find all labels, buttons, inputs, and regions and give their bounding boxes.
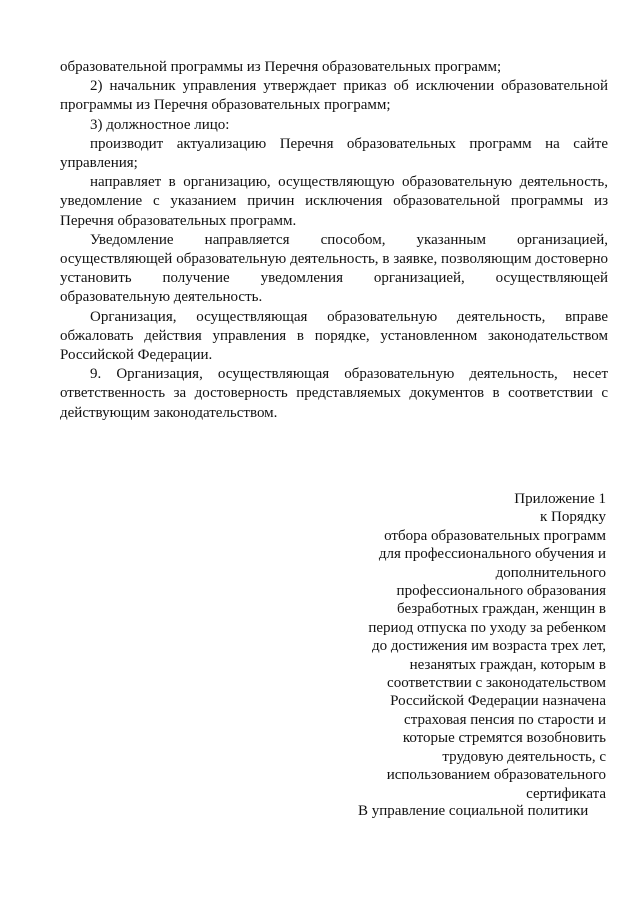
appendix-line: страховая пенсия по старости и	[404, 711, 606, 728]
appendix-line: до достижения им возраста трех лет,	[371, 638, 606, 655]
appendix-line: Приложение 1	[514, 491, 606, 507]
paragraph-item-9: 9. Организация, осуществляющая образовательную деятельность, несет ответственность за достоверность представляемых документов в соответствии с действующим законодательством.	[60, 366, 608, 421]
paragraph-item-3: 3) должностное лицо:	[90, 116, 230, 133]
appendix-line: профессионального образования	[396, 583, 606, 600]
paragraph-continuation: образовательной программы из Перечня образовательных программ;	[60, 59, 502, 75]
addressee-line: В управление социальной политики	[358, 803, 589, 819]
appendix-line: незанятых граждан, которым в	[409, 656, 606, 673]
appendix-line: дополнительного	[495, 564, 606, 581]
document-body	[60, 58, 608, 423]
appendix-line: к Порядку	[540, 509, 606, 526]
appendix-header	[316, 490, 606, 803]
paragraph-appeal-right: Организация, осуществляющая образовательную деятельность, вправе обжаловать действия управления в порядке, установленном законодательством Российской Федерации.	[60, 308, 608, 364]
paragraph-notification-method: Уведомление направляется способом, указанным организацией, осуществляющей образовательную деятельность, в заявке, позволяющим достоверно установить получение уведомления организацией, осуществляющей образовательную деятельность.	[60, 231, 608, 306]
appendix-line: отбора образовательных программ	[384, 527, 606, 544]
appendix-line: трудовую деятельность, с	[442, 748, 606, 765]
appendix-line: использованием образовательного	[386, 767, 606, 784]
appendix-line: безработных граждан, женщин в	[397, 601, 606, 618]
appendix-line: для профессионального обучения и	[378, 546, 606, 563]
appendix-line: сертификата	[526, 785, 606, 802]
appendix-line: которые стремятся возобновить	[402, 730, 606, 747]
paragraph-notification-sending: направляет в организацию, осуществляющую образовательную деятельность, уведомление с указанием причин исключения образовательной программы из Перечня образовательных программ.	[60, 174, 608, 229]
appendix-line: соответствии с законодательством	[387, 675, 606, 692]
paragraph-item-2: 2) начальник управления утверждает приказ об исключении образовательной программы из Перечня образовательных программ;	[60, 78, 608, 114]
appendix-line: Российской Федерации назначена	[390, 693, 606, 710]
appendix-line: период отпуска по уходу за ребенком	[368, 619, 606, 636]
paragraph-actualization: производит актуализацию Перечня образовательных программ на сайте управления;	[60, 135, 608, 172]
